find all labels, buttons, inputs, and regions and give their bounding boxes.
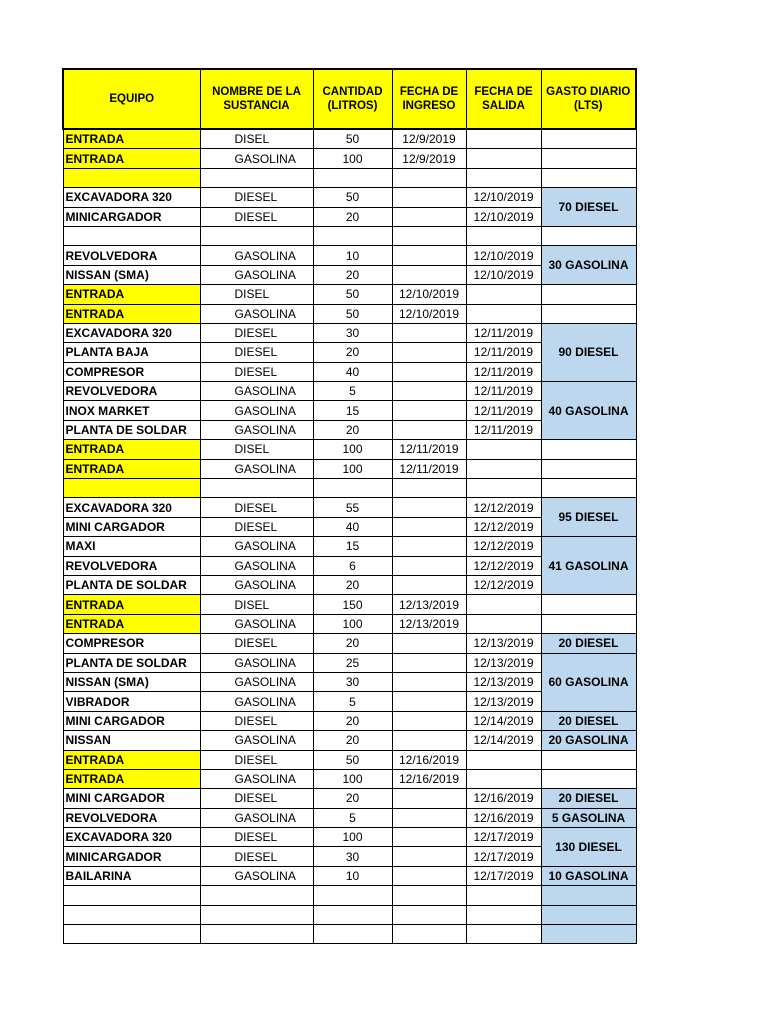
cell-equipo: ENTRADA	[63, 285, 200, 304]
table-row	[63, 440, 636, 459]
cell-equipo	[63, 886, 200, 905]
cell-cantidad: 20	[313, 711, 392, 730]
table-row	[63, 614, 636, 633]
cell-fecha-salida	[466, 479, 541, 498]
cell-gasto-diario	[541, 168, 636, 187]
cell-equipo: EXCAVADORA 320	[63, 323, 200, 342]
table-body	[63, 129, 636, 944]
cell-sustancia: GASOLINA	[200, 401, 313, 420]
cell-gasto-diario	[541, 905, 636, 924]
cell-gasto-diario: 130 DIESEL	[541, 828, 636, 867]
cell-fecha-salida: 12/16/2019	[466, 808, 541, 827]
cell-fecha-ingreso	[392, 343, 466, 362]
cell-fecha-salida: 12/10/2019	[466, 188, 541, 207]
cell-equipo: ENTRADA	[63, 750, 200, 769]
cell-fecha-salida: 12/10/2019	[466, 265, 541, 284]
cell-equipo	[63, 168, 200, 187]
cell-equipo: EXCAVADORA 320	[63, 188, 200, 207]
cell-equipo: PLANTA DE SOLDAR	[63, 420, 200, 439]
cell-fecha-salida: 12/10/2019	[466, 246, 541, 265]
cell-fecha-ingreso	[392, 265, 466, 284]
cell-equipo	[63, 479, 200, 498]
cell-equipo: ENTRADA	[63, 459, 200, 478]
cell-fecha-salida: 12/12/2019	[466, 537, 541, 556]
cell-fecha-salida: 12/11/2019	[466, 401, 541, 420]
table-row	[63, 866, 636, 885]
cell-equipo: VIBRADOR	[63, 692, 200, 711]
cell-gasto-diario: 60 GASOLINA	[541, 653, 636, 711]
cell-cantidad	[313, 479, 392, 498]
cell-cantidad: 15	[313, 537, 392, 556]
cell-sustancia	[200, 925, 313, 944]
cell-fecha-ingreso: 12/16/2019	[392, 750, 466, 769]
cell-sustancia: GASOLINA	[200, 672, 313, 691]
cell-fecha-salida	[466, 440, 541, 459]
header-fecha-salida: FECHA DE SALIDA	[466, 69, 541, 129]
cell-cantidad: 40	[313, 362, 392, 381]
cell-sustancia: GASOLINA	[200, 420, 313, 439]
cell-equipo: REVOLVEDORA	[63, 808, 200, 827]
cell-sustancia: GASOLINA	[200, 692, 313, 711]
cell-fecha-salida: 12/10/2019	[466, 207, 541, 226]
cell-fecha-salida: 12/13/2019	[466, 634, 541, 653]
cell-sustancia: DIESEL	[200, 517, 313, 536]
cell-equipo: COMPRESOR	[63, 634, 200, 653]
cell-fecha-ingreso	[392, 828, 466, 847]
cell-sustancia: DISEL	[200, 595, 313, 614]
header-cantidad: CANTIDAD (LITROS)	[313, 69, 392, 129]
cell-fecha-ingreso: 12/10/2019	[392, 285, 466, 304]
cell-gasto-diario: 90 DIESEL	[541, 323, 636, 381]
table-row	[63, 653, 636, 672]
table-row	[63, 789, 636, 808]
cell-gasto-diario: 20 DIESEL	[541, 634, 636, 653]
table-row	[63, 285, 636, 304]
cell-equipo: NISSAN (SMA)	[63, 672, 200, 691]
cell-fecha-ingreso	[392, 789, 466, 808]
table-row	[63, 323, 636, 342]
cell-cantidad	[313, 226, 392, 245]
cell-cantidad: 55	[313, 498, 392, 517]
cell-sustancia: GASOLINA	[200, 382, 313, 401]
cell-sustancia: DIESEL	[200, 343, 313, 362]
cell-sustancia: GASOLINA	[200, 459, 313, 478]
cell-gasto-diario: 41 GASOLINA	[541, 537, 636, 595]
cell-gasto-diario	[541, 129, 636, 149]
table-row	[63, 498, 636, 517]
cell-sustancia	[200, 886, 313, 905]
cell-fecha-salida: 12/14/2019	[466, 731, 541, 750]
cell-fecha-ingreso	[392, 420, 466, 439]
cell-cantidad	[313, 168, 392, 187]
cell-sustancia: GASOLINA	[200, 556, 313, 575]
cell-gasto-diario	[541, 925, 636, 944]
cell-fecha-ingreso	[392, 886, 466, 905]
cell-fecha-ingreso	[392, 362, 466, 381]
cell-equipo: ENTRADA	[63, 149, 200, 168]
cell-fecha-ingreso: 12/13/2019	[392, 614, 466, 633]
cell-sustancia: DIESEL	[200, 323, 313, 342]
cell-fecha-salida	[466, 285, 541, 304]
table-row	[63, 711, 636, 730]
cell-fecha-ingreso	[392, 556, 466, 575]
table-row	[63, 129, 636, 149]
cell-fecha-salida	[466, 614, 541, 633]
cell-fecha-ingreso	[392, 731, 466, 750]
cell-equipo: EXCAVADORA 320	[63, 828, 200, 847]
cell-fecha-salida: 12/16/2019	[466, 789, 541, 808]
cell-sustancia: DIESEL	[200, 498, 313, 517]
cell-equipo: NISSAN	[63, 731, 200, 750]
cell-fecha-salida	[466, 149, 541, 168]
cell-fecha-salida: 12/11/2019	[466, 343, 541, 362]
cell-gasto-diario	[541, 304, 636, 323]
table-row	[63, 750, 636, 769]
cell-fecha-ingreso	[392, 808, 466, 827]
header-gasto-diario: GASTO DIARIO (LTS)	[541, 69, 636, 129]
cell-fecha-ingreso	[392, 866, 466, 885]
cell-equipo: NISSAN (SMA)	[63, 265, 200, 284]
cell-equipo: ENTRADA	[63, 595, 200, 614]
cell-fecha-ingreso	[392, 207, 466, 226]
cell-sustancia: DIESEL	[200, 847, 313, 866]
table-row	[63, 479, 636, 498]
cell-fecha-salida	[466, 925, 541, 944]
cell-equipo: PLANTA DE SOLDAR	[63, 575, 200, 594]
cell-gasto-diario: 70 DIESEL	[541, 188, 636, 227]
cell-gasto-diario	[541, 769, 636, 788]
cell-fecha-salida	[466, 886, 541, 905]
cell-cantidad: 6	[313, 556, 392, 575]
cell-fecha-ingreso	[392, 323, 466, 342]
cell-fecha-salida	[466, 304, 541, 323]
table-row	[63, 731, 636, 750]
cell-cantidad: 20	[313, 207, 392, 226]
cell-fecha-salida: 12/17/2019	[466, 847, 541, 866]
cell-gasto-diario: 30 GASOLINA	[541, 246, 636, 285]
cell-fecha-salida	[466, 226, 541, 245]
cell-equipo: ENTRADA	[63, 440, 200, 459]
cell-equipo: REVOLVEDORA	[63, 556, 200, 575]
cell-gasto-diario	[541, 614, 636, 633]
cell-fecha-ingreso	[392, 226, 466, 245]
table-row	[63, 149, 636, 168]
cell-sustancia: DIESEL	[200, 188, 313, 207]
cell-equipo: ENTRADA	[63, 304, 200, 323]
cell-gasto-diario	[541, 479, 636, 498]
cell-fecha-ingreso: 12/9/2019	[392, 129, 466, 149]
cell-fecha-ingreso: 12/13/2019	[392, 595, 466, 614]
cell-fecha-ingreso	[392, 246, 466, 265]
cell-gasto-diario: 20 DIESEL	[541, 789, 636, 808]
table-row	[63, 168, 636, 187]
cell-gasto-diario	[541, 440, 636, 459]
cell-sustancia: DIESEL	[200, 750, 313, 769]
cell-fecha-ingreso	[392, 498, 466, 517]
table-row	[63, 188, 636, 207]
cell-fecha-ingreso: 12/11/2019	[392, 440, 466, 459]
cell-sustancia: DISEL	[200, 129, 313, 149]
table-row	[63, 537, 636, 556]
cell-fecha-salida: 12/12/2019	[466, 517, 541, 536]
cell-cantidad: 150	[313, 595, 392, 614]
table-row	[63, 226, 636, 245]
cell-gasto-diario	[541, 149, 636, 168]
cell-fecha-salida	[466, 459, 541, 478]
cell-cantidad: 100	[313, 149, 392, 168]
table-row	[63, 382, 636, 401]
cell-fecha-ingreso	[392, 168, 466, 187]
header-equipo: EQUIPO	[63, 69, 200, 129]
cell-gasto-diario	[541, 459, 636, 478]
cell-equipo: MINICARGADOR	[63, 207, 200, 226]
cell-fecha-ingreso	[392, 634, 466, 653]
cell-fecha-salida: 12/14/2019	[466, 711, 541, 730]
cell-cantidad: 50	[313, 188, 392, 207]
cell-fecha-salida: 12/13/2019	[466, 692, 541, 711]
cell-cantidad: 100	[313, 769, 392, 788]
cell-equipo: EXCAVADORA 320	[63, 498, 200, 517]
cell-fecha-salida	[466, 905, 541, 924]
cell-fecha-ingreso	[392, 847, 466, 866]
cell-fecha-ingreso	[392, 653, 466, 672]
cell-gasto-diario: 20 GASOLINA	[541, 731, 636, 750]
cell-cantidad: 15	[313, 401, 392, 420]
cell-fecha-salida: 12/17/2019	[466, 866, 541, 885]
cell-sustancia	[200, 226, 313, 245]
cell-gasto-diario	[541, 595, 636, 614]
cell-sustancia: DIESEL	[200, 789, 313, 808]
cell-sustancia: GASOLINA	[200, 246, 313, 265]
cell-fecha-salida: 12/13/2019	[466, 653, 541, 672]
table-row	[63, 828, 636, 847]
cell-cantidad: 20	[313, 343, 392, 362]
cell-fecha-ingreso	[392, 925, 466, 944]
cell-fecha-ingreso	[392, 479, 466, 498]
cell-equipo: PLANTA BAJA	[63, 343, 200, 362]
cell-cantidad: 50	[313, 750, 392, 769]
cell-sustancia	[200, 168, 313, 187]
cell-equipo: BAILARINA	[63, 866, 200, 885]
table-row	[63, 246, 636, 265]
cell-equipo: REVOLVEDORA	[63, 382, 200, 401]
cell-sustancia: DISEL	[200, 440, 313, 459]
cell-cantidad: 25	[313, 653, 392, 672]
cell-fecha-ingreso	[392, 401, 466, 420]
cell-cantidad: 100	[313, 828, 392, 847]
cell-fecha-salida: 12/11/2019	[466, 362, 541, 381]
cell-cantidad: 100	[313, 440, 392, 459]
cell-sustancia: GASOLINA	[200, 808, 313, 827]
cell-equipo	[63, 226, 200, 245]
cell-cantidad: 40	[313, 517, 392, 536]
cell-equipo: MINI CARGADOR	[63, 517, 200, 536]
cell-cantidad: 10	[313, 246, 392, 265]
cell-fecha-ingreso	[392, 382, 466, 401]
cell-fecha-salida	[466, 129, 541, 149]
cell-sustancia: GASOLINA	[200, 731, 313, 750]
cell-gasto-diario: 5 GASOLINA	[541, 808, 636, 827]
cell-gasto-diario: 10 GASOLINA	[541, 866, 636, 885]
cell-equipo: COMPRESOR	[63, 362, 200, 381]
table-row	[63, 304, 636, 323]
cell-equipo: ENTRADA	[63, 614, 200, 633]
cell-sustancia	[200, 479, 313, 498]
cell-fecha-salida: 12/12/2019	[466, 575, 541, 594]
cell-fecha-salida: 12/11/2019	[466, 382, 541, 401]
cell-fecha-ingreso	[392, 692, 466, 711]
cell-equipo: INOX MARKET	[63, 401, 200, 420]
cell-cantidad: 30	[313, 672, 392, 691]
cell-fecha-salida: 12/11/2019	[466, 323, 541, 342]
header-fecha-ingreso: FECHA DE INGRESO	[392, 69, 466, 129]
cell-fecha-ingreso	[392, 575, 466, 594]
cell-fecha-salida: 12/12/2019	[466, 498, 541, 517]
cell-sustancia: GASOLINA	[200, 653, 313, 672]
cell-equipo: MINI CARGADOR	[63, 789, 200, 808]
cell-cantidad: 100	[313, 614, 392, 633]
cell-fecha-ingreso: 12/16/2019	[392, 769, 466, 788]
table-row	[63, 634, 636, 653]
cell-sustancia: GASOLINA	[200, 537, 313, 556]
cell-cantidad: 20	[313, 731, 392, 750]
cell-fecha-ingreso: 12/10/2019	[392, 304, 466, 323]
cell-sustancia	[200, 905, 313, 924]
cell-cantidad: 100	[313, 459, 392, 478]
cell-fecha-ingreso	[392, 905, 466, 924]
cell-fecha-salida	[466, 769, 541, 788]
cell-cantidad: 50	[313, 285, 392, 304]
header-row	[63, 69, 636, 129]
cell-fecha-salida	[466, 750, 541, 769]
table-row	[63, 905, 636, 924]
cell-sustancia: DIESEL	[200, 711, 313, 730]
cell-cantidad: 5	[313, 808, 392, 827]
cell-fecha-salida	[466, 595, 541, 614]
cell-gasto-diario: 20 DIESEL	[541, 711, 636, 730]
cell-fecha-salida: 12/12/2019	[466, 556, 541, 575]
cell-gasto-diario: 95 DIESEL	[541, 498, 636, 537]
cell-gasto-diario	[541, 886, 636, 905]
cell-cantidad: 30	[313, 847, 392, 866]
table-row	[63, 925, 636, 944]
table-row	[63, 459, 636, 478]
cell-sustancia: GASOLINA	[200, 265, 313, 284]
cell-equipo: MAXI	[63, 537, 200, 556]
cell-sustancia: GASOLINA	[200, 304, 313, 323]
cell-fecha-salida: 12/17/2019	[466, 828, 541, 847]
cell-equipo	[63, 925, 200, 944]
cell-cantidad: 20	[313, 420, 392, 439]
cell-fecha-salida: 12/11/2019	[466, 420, 541, 439]
cell-equipo	[63, 905, 200, 924]
cell-cantidad	[313, 886, 392, 905]
cell-fecha-ingreso	[392, 517, 466, 536]
cell-cantidad: 10	[313, 866, 392, 885]
cell-gasto-diario	[541, 285, 636, 304]
cell-sustancia: DIESEL	[200, 828, 313, 847]
cell-cantidad: 20	[313, 789, 392, 808]
cell-fecha-salida: 12/13/2019	[466, 672, 541, 691]
table-row	[63, 595, 636, 614]
cell-sustancia: GASOLINA	[200, 575, 313, 594]
cell-cantidad: 50	[313, 304, 392, 323]
cell-sustancia: DISEL	[200, 285, 313, 304]
cell-sustancia: GASOLINA	[200, 769, 313, 788]
table-row	[63, 769, 636, 788]
cell-cantidad	[313, 925, 392, 944]
cell-equipo: MINICARGADOR	[63, 847, 200, 866]
cell-gasto-diario	[541, 750, 636, 769]
cell-equipo: PLANTA DE SOLDAR	[63, 653, 200, 672]
cell-fecha-salida	[466, 168, 541, 187]
cell-fecha-ingreso: 12/11/2019	[392, 459, 466, 478]
cell-sustancia: DIESEL	[200, 207, 313, 226]
cell-gasto-diario: 40 GASOLINA	[541, 382, 636, 440]
cell-cantidad: 20	[313, 575, 392, 594]
cell-cantidad: 50	[313, 129, 392, 149]
fuel-log-table	[62, 68, 637, 944]
cell-sustancia: GASOLINA	[200, 614, 313, 633]
cell-fecha-ingreso	[392, 188, 466, 207]
cell-gasto-diario	[541, 226, 636, 245]
cell-equipo: ENTRADA	[63, 769, 200, 788]
cell-sustancia: DIESEL	[200, 362, 313, 381]
header-sustancia: NOMBRE DE LA SUSTANCIA	[200, 69, 313, 129]
cell-cantidad: 5	[313, 382, 392, 401]
cell-cantidad: 20	[313, 634, 392, 653]
cell-equipo: REVOLVEDORA	[63, 246, 200, 265]
cell-fecha-ingreso	[392, 711, 466, 730]
cell-sustancia: GASOLINA	[200, 149, 313, 168]
table-row	[63, 886, 636, 905]
cell-sustancia: DIESEL	[200, 634, 313, 653]
cell-cantidad: 20	[313, 265, 392, 284]
cell-equipo: ENTRADA	[63, 129, 200, 149]
cell-fecha-ingreso	[392, 672, 466, 691]
cell-cantidad: 30	[313, 323, 392, 342]
cell-cantidad: 5	[313, 692, 392, 711]
cell-fecha-ingreso	[392, 537, 466, 556]
cell-cantidad	[313, 905, 392, 924]
table-row	[63, 808, 636, 827]
cell-fecha-ingreso: 12/9/2019	[392, 149, 466, 168]
cell-sustancia: GASOLINA	[200, 866, 313, 885]
cell-equipo: MINI CARGADOR	[63, 711, 200, 730]
